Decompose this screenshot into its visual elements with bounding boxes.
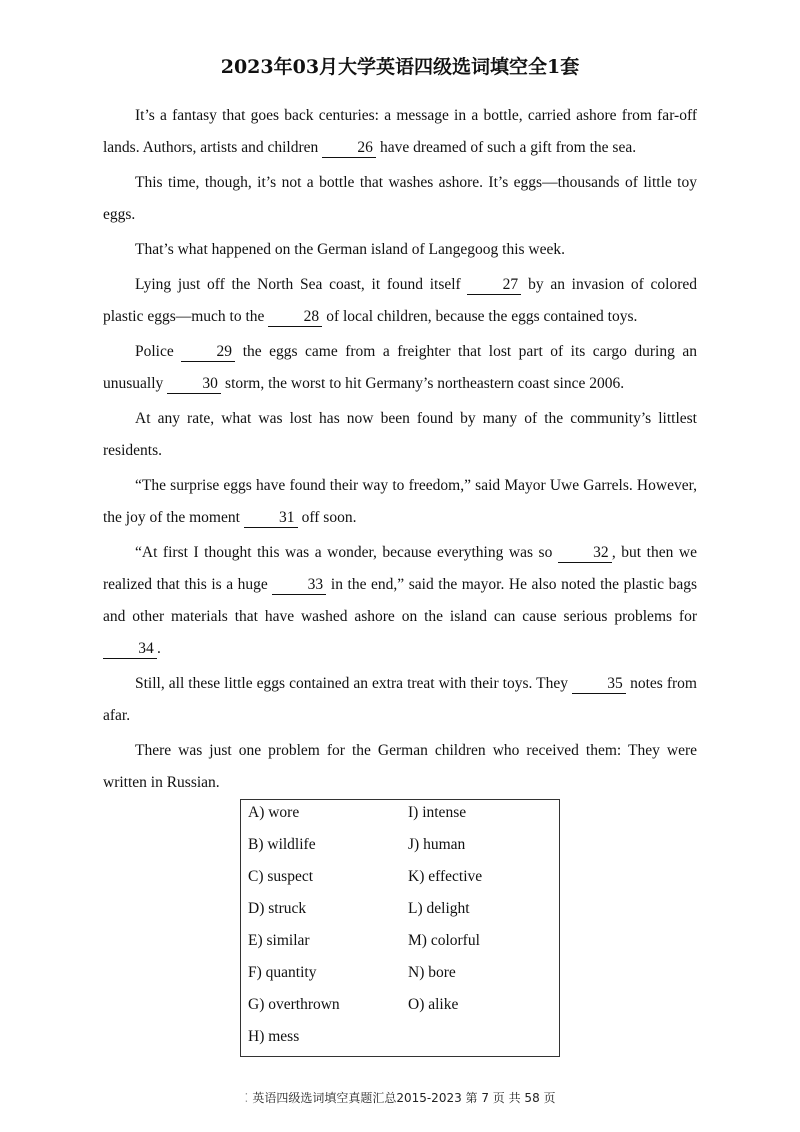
paragraph-2: This time, though, it’s not a bottle that washes ashore. It’s eggs—thousands of little toy eggs.	[103, 174, 697, 223]
blank-34: 34	[103, 640, 157, 659]
option-l: L) delight	[408, 900, 470, 917]
blank-35: 35	[572, 675, 626, 694]
option-e: E) similar	[248, 932, 310, 949]
footer-text: 英语四级选词填空真题汇总2015-2023 第 7 页 共 58 页	[252, 1091, 556, 1105]
option-f: F) quantity	[248, 964, 317, 981]
blank-31: 31	[244, 509, 298, 528]
blank-29: 29	[181, 343, 235, 362]
blank-27: 27	[467, 276, 521, 295]
paragraph-3: That’s what happened on the German island of Langegoog this week.	[135, 241, 566, 258]
option-d: D) struck	[248, 900, 307, 917]
paragraph-8: “At first I thought this was a wonder, because everything was so 32 , but then we realized that this is a huge 33 in the end,” said the mayor. He also noted the plastic bags and other materials that have washed ashore on the island can cause serious problems for 34 .	[103, 544, 697, 657]
passage	[103, 100, 697, 802]
paragraph-5: Police 29 the eggs came from a freighter that lost part of its cargo during an unusually 30 storm, the worst to hit Germany’s northeastern coast since 2006.	[103, 343, 697, 392]
paragraph-6: At any rate, what was lost has now been found by many of the community’s littlest residents.	[103, 410, 697, 459]
word-bank	[240, 799, 560, 1057]
blank-26: 26	[322, 139, 376, 158]
blank-30: 30	[167, 375, 221, 394]
paragraph-1: It’s a fantasy that goes back centuries: a message in a bottle, carried ashore from far-off lands. Authors, artists and children 26 have dreamed of such a gift from the sea.	[103, 107, 697, 156]
paragraph-4: Lying just off the North Sea coast, it found itself 27 by an invasion of colored plastic eggs—much to the 28 of local children, because the eggs contained toys.	[103, 276, 698, 325]
option-i: I) intense	[408, 804, 467, 821]
option-j: J) human	[408, 836, 466, 853]
option-m: M) colorful	[408, 932, 480, 949]
blank-32: 32	[558, 544, 612, 563]
blank-28: 28	[268, 308, 322, 327]
option-g: G) overthrown	[248, 996, 340, 1013]
page-footer	[0, 1089, 800, 1106]
option-a: A) wore	[248, 804, 300, 821]
paragraph-10: There was just one problem for the German children who received them: They were written in Russian.	[103, 742, 697, 791]
option-h: H) mess	[248, 1028, 300, 1045]
footer-mark: ⁚	[244, 1091, 249, 1105]
option-c: C) suspect	[248, 868, 314, 885]
option-n: N) bore	[408, 964, 456, 981]
blank-33: 33	[272, 576, 326, 595]
paragraph-9: Still, all these little eggs contained an extra treat with their toys. They 35 notes from afar.	[103, 675, 697, 724]
page-title: 2023年03月大学英语四级选词填空全1套	[220, 56, 580, 78]
option-o: O) alike	[408, 996, 459, 1013]
option-k: K) effective	[408, 868, 483, 885]
option-b: B) wildlife	[248, 836, 316, 853]
paragraph-7: “The surprise eggs have found their way to freedom,” said Mayor Uwe Garrels. However, the joy of the moment 31 off soon.	[103, 477, 697, 526]
